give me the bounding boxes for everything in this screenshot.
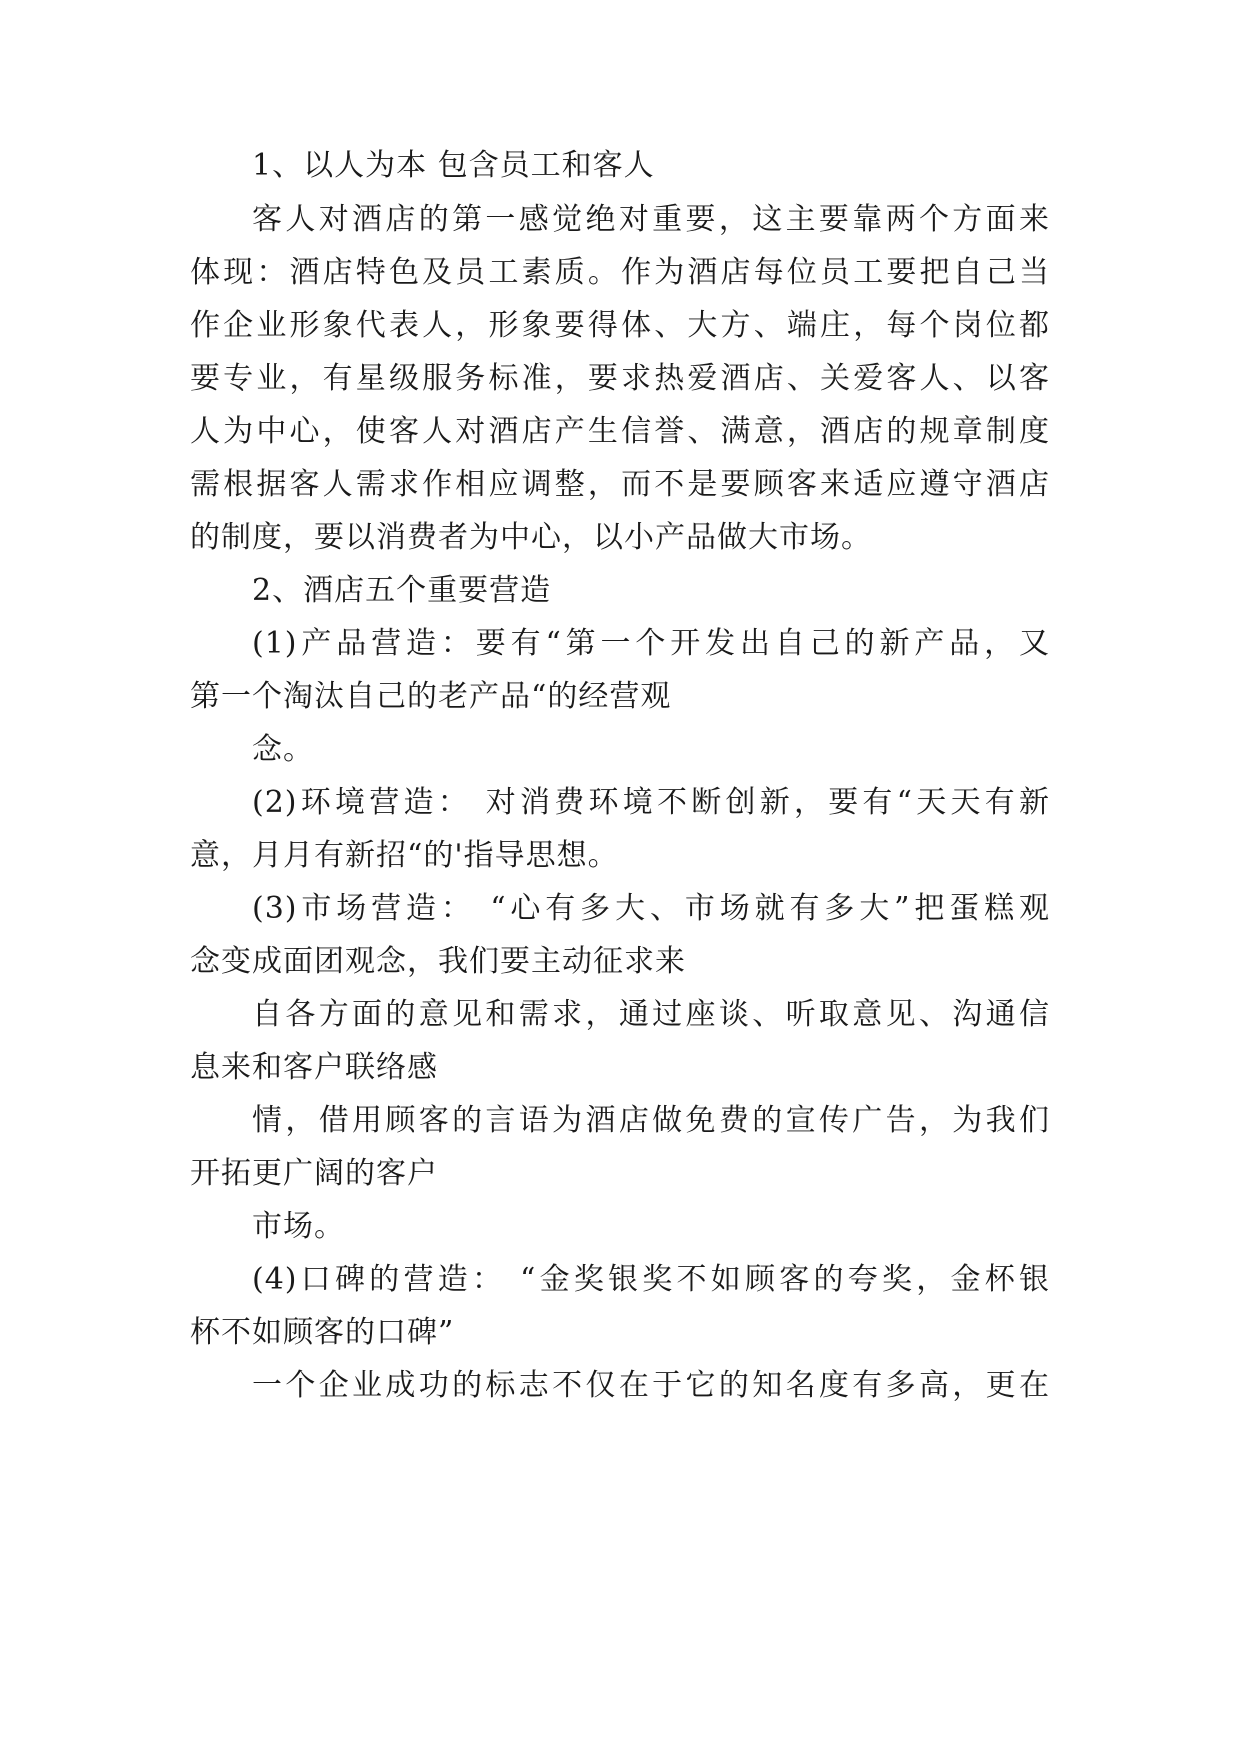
section-heading-2: 2、酒店五个重要营造 [252, 573, 552, 608]
paragraph-line: 意，月月有新招“的'指导思想。 [190, 838, 619, 873]
paragraph-line: (4)口碑的营造： “金奖银奖不如顾客的夸奖，金杯银 [252, 1262, 1050, 1297]
paragraph-line: 人为中心，使客人对酒店产生信誉、满意，酒店的规章制度 [190, 414, 1050, 449]
paragraph-line: (1)产品营造：要有“第一个开发出自己的新产品，又 [252, 626, 1050, 661]
paragraph-line: 杯不如顾客的口碑” [190, 1315, 455, 1350]
paragraph-line: 作企业形象代表人，形象要得体、大方、端庄，每个岗位都 [190, 308, 1050, 343]
paragraph-line: 开拓更广阔的客户 [190, 1156, 438, 1191]
paragraph-line: 体现：酒店特色及员工素质。作为酒店每位员工要把自己当 [190, 255, 1050, 290]
section-heading-1: 1、以人为本 包含员工和客人 [252, 148, 655, 183]
paragraph-line: (3)市场营造： “心有多大、市场就有多大”把蛋糕观 [252, 891, 1050, 926]
paragraph-line: 一个企业成功的标志不仅在于它的知名度有多高，更在 [252, 1368, 1050, 1403]
paragraph-line: 需根据客人需求作相应调整，而不是要顾客来适应遵守酒店 [190, 467, 1050, 502]
paragraph-line: 念。 [252, 732, 314, 767]
paragraph-line: 念变成面团观念，我们要主动征求来 [190, 944, 686, 979]
paragraph-line: 市场。 [252, 1209, 345, 1244]
paragraph-line: 自各方面的意见和需求，通过座谈、听取意见、沟通信 [252, 997, 1050, 1032]
paragraph-line: (2)环境营造： 对消费环境不断创新，要有“天天有新 [252, 785, 1050, 820]
paragraph-line: 第一个淘汰自己的老产品“的经营观 [190, 679, 672, 714]
paragraph-line: 息来和客户联络感 [190, 1050, 438, 1085]
paragraph-line: 的制度，要以消费者为中心，以小产品做大市场。 [190, 520, 872, 555]
paragraph-line: 要专业，有星级服务标准，要求热爱酒店、关爱客人、以客 [190, 361, 1050, 396]
paragraph-line: 客人对酒店的第一感觉绝对重要，这主要靠两个方面来 [252, 202, 1050, 237]
paragraph-line: 情，借用顾客的言语为酒店做免费的宣传广告，为我们 [252, 1103, 1050, 1138]
